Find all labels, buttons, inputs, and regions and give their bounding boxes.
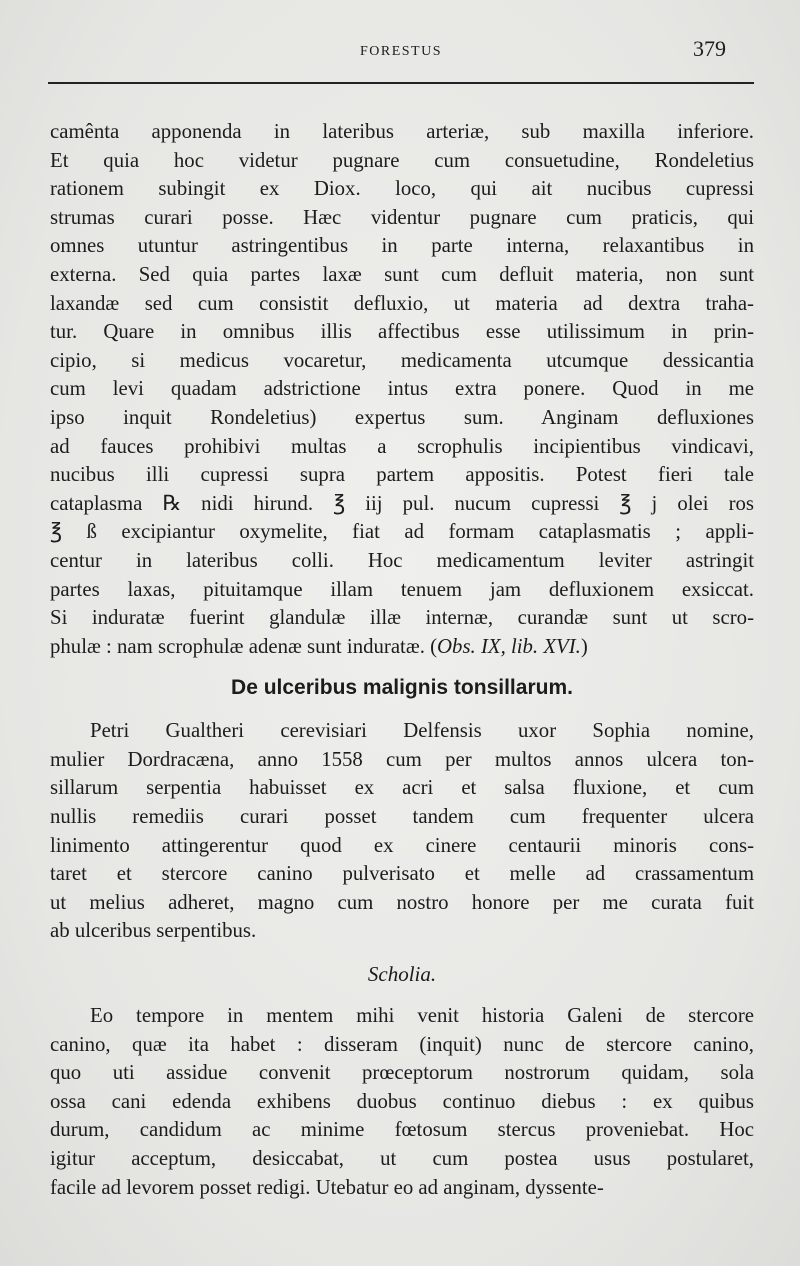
text-line: laxandæ sed cum consistit defluxio, ut materia ad dextra traha- <box>50 291 754 315</box>
text-line: ℥ ß excipiantur oxymelite, fiat ad formam cataplasmatis ; appli- <box>50 520 754 544</box>
text-line: ossa cani edenda exhibens duobus continuo diebus : ex quibus <box>50 1089 754 1113</box>
body-text <box>50 118 754 1202</box>
text-line: externa. Sed quia partes laxæ sunt cum defluit materia, non sunt <box>50 262 754 286</box>
text-line: taret et stercore canino pulverisato et melle ad crassamentum <box>50 862 754 886</box>
text-line: rationem subingit ex Diox. loco, qui ait nucibus cupressi <box>50 177 754 201</box>
text-line: strumas curari posse. Hæc videntur pugnare cum praticis, qui <box>50 205 754 229</box>
text-line: ipso inquit Rondeletius) expertus sum. Anginam defluxiones <box>50 405 754 429</box>
text-line: igitur acceptum, desiccabat, ut cum postea usus postularet, <box>50 1147 754 1170</box>
text-line: sillarum serpentia habuisset ex acri et salsa fluxione, et cum <box>50 776 754 800</box>
text-line: Et quia hoc videtur pugnare cum consuetudine, Rondeletius <box>50 148 754 172</box>
text-line: Si induratæ fuerint glandulæ illæ internæ, curandæ sunt ut scro- <box>50 606 754 630</box>
text-line: nullis remediis curari posset tandem cum frequenter ulcera <box>50 805 754 829</box>
last-line-text: phulæ : nam scrophulæ adenæ sunt induratæ. ( <box>50 634 438 658</box>
text-line: tur. Quare in omnibus illis affectibus esse utilissimum in prin- <box>50 320 754 344</box>
text-line: linimento attingerentur quod ex cinere centaurii minoris cons- <box>50 833 754 857</box>
text-line: partes laxas, pituitamque illam tenuem jam defluxionem exsiccat. <box>50 577 754 601</box>
page-number: 379 <box>693 36 726 61</box>
text-line: nucibus illi cupressi supra partem appositis. Potest fieri tale <box>50 463 754 487</box>
scholia-heading: Scholia. <box>367 962 437 987</box>
paragraph-case <box>50 717 754 946</box>
text-line: quo uti assidue convenit prœceptorum nostrorum quidam, sola <box>50 1061 754 1085</box>
page-header <box>48 36 754 84</box>
text-line: Eo tempore in mentem mihi venit historia Galeni de stercore <box>90 1004 754 1028</box>
text-line: cipio, si medicus vocaretur, medicamenta utcumque dessicantia <box>50 348 754 372</box>
text-line: cataplasma ℞ nidi hirund. ℥ iij pul. nucum cupressi ℥ j olei ros <box>50 491 754 515</box>
text-line: camênta apponenda in lateribus arteriæ, sub maxilla inferiore. <box>50 120 754 143</box>
text-line: ad fauces prohibivi multas a scrophulis incipientibus vindicavi, <box>50 434 754 458</box>
reference-close: ) <box>580 634 588 658</box>
section-heading: De ulceribus malignis tonsillarum. <box>231 676 573 700</box>
paragraph-observation <box>50 118 754 661</box>
text-line: canino, quæ ita habet : disseram (inquit) nunc de stercore canino, <box>50 1032 754 1056</box>
running-head: FORESTUS <box>359 44 443 59</box>
text-line: mulier Dordracæna, anno 1558 cum per multos annos ulcera ton- <box>50 747 754 771</box>
text-line: durum, candidum ac minime fœtosum stercus proveniebat. Hoc <box>50 1118 754 1142</box>
text-line: ab ulceribus serpentibus. <box>50 919 257 943</box>
observation-reference: Obs. IX, lib. XVI. <box>437 634 581 658</box>
text-line: centur in lateribus colli. Hoc medicamentum leviter astringit <box>50 548 754 572</box>
text-line: cum levi quadam adstrictione intus extra ponere. Quod in me <box>50 377 754 401</box>
paragraph-scholia <box>50 1002 754 1202</box>
text-line: Petri Gualtheri cerevisiari Delfensis uxor Sophia nomine, <box>90 719 754 743</box>
text-line-last <box>50 633 754 662</box>
text-line: ut melius adheret, magno cum nostro honore per me curata fuit <box>50 890 754 914</box>
text-line: facile ad levorem posset redigi. Utebatur eo ad anginam, dyssente- <box>50 1175 604 1199</box>
text-line: omnes utuntur astringentibus in parte interna, relaxantibus in <box>50 234 754 258</box>
